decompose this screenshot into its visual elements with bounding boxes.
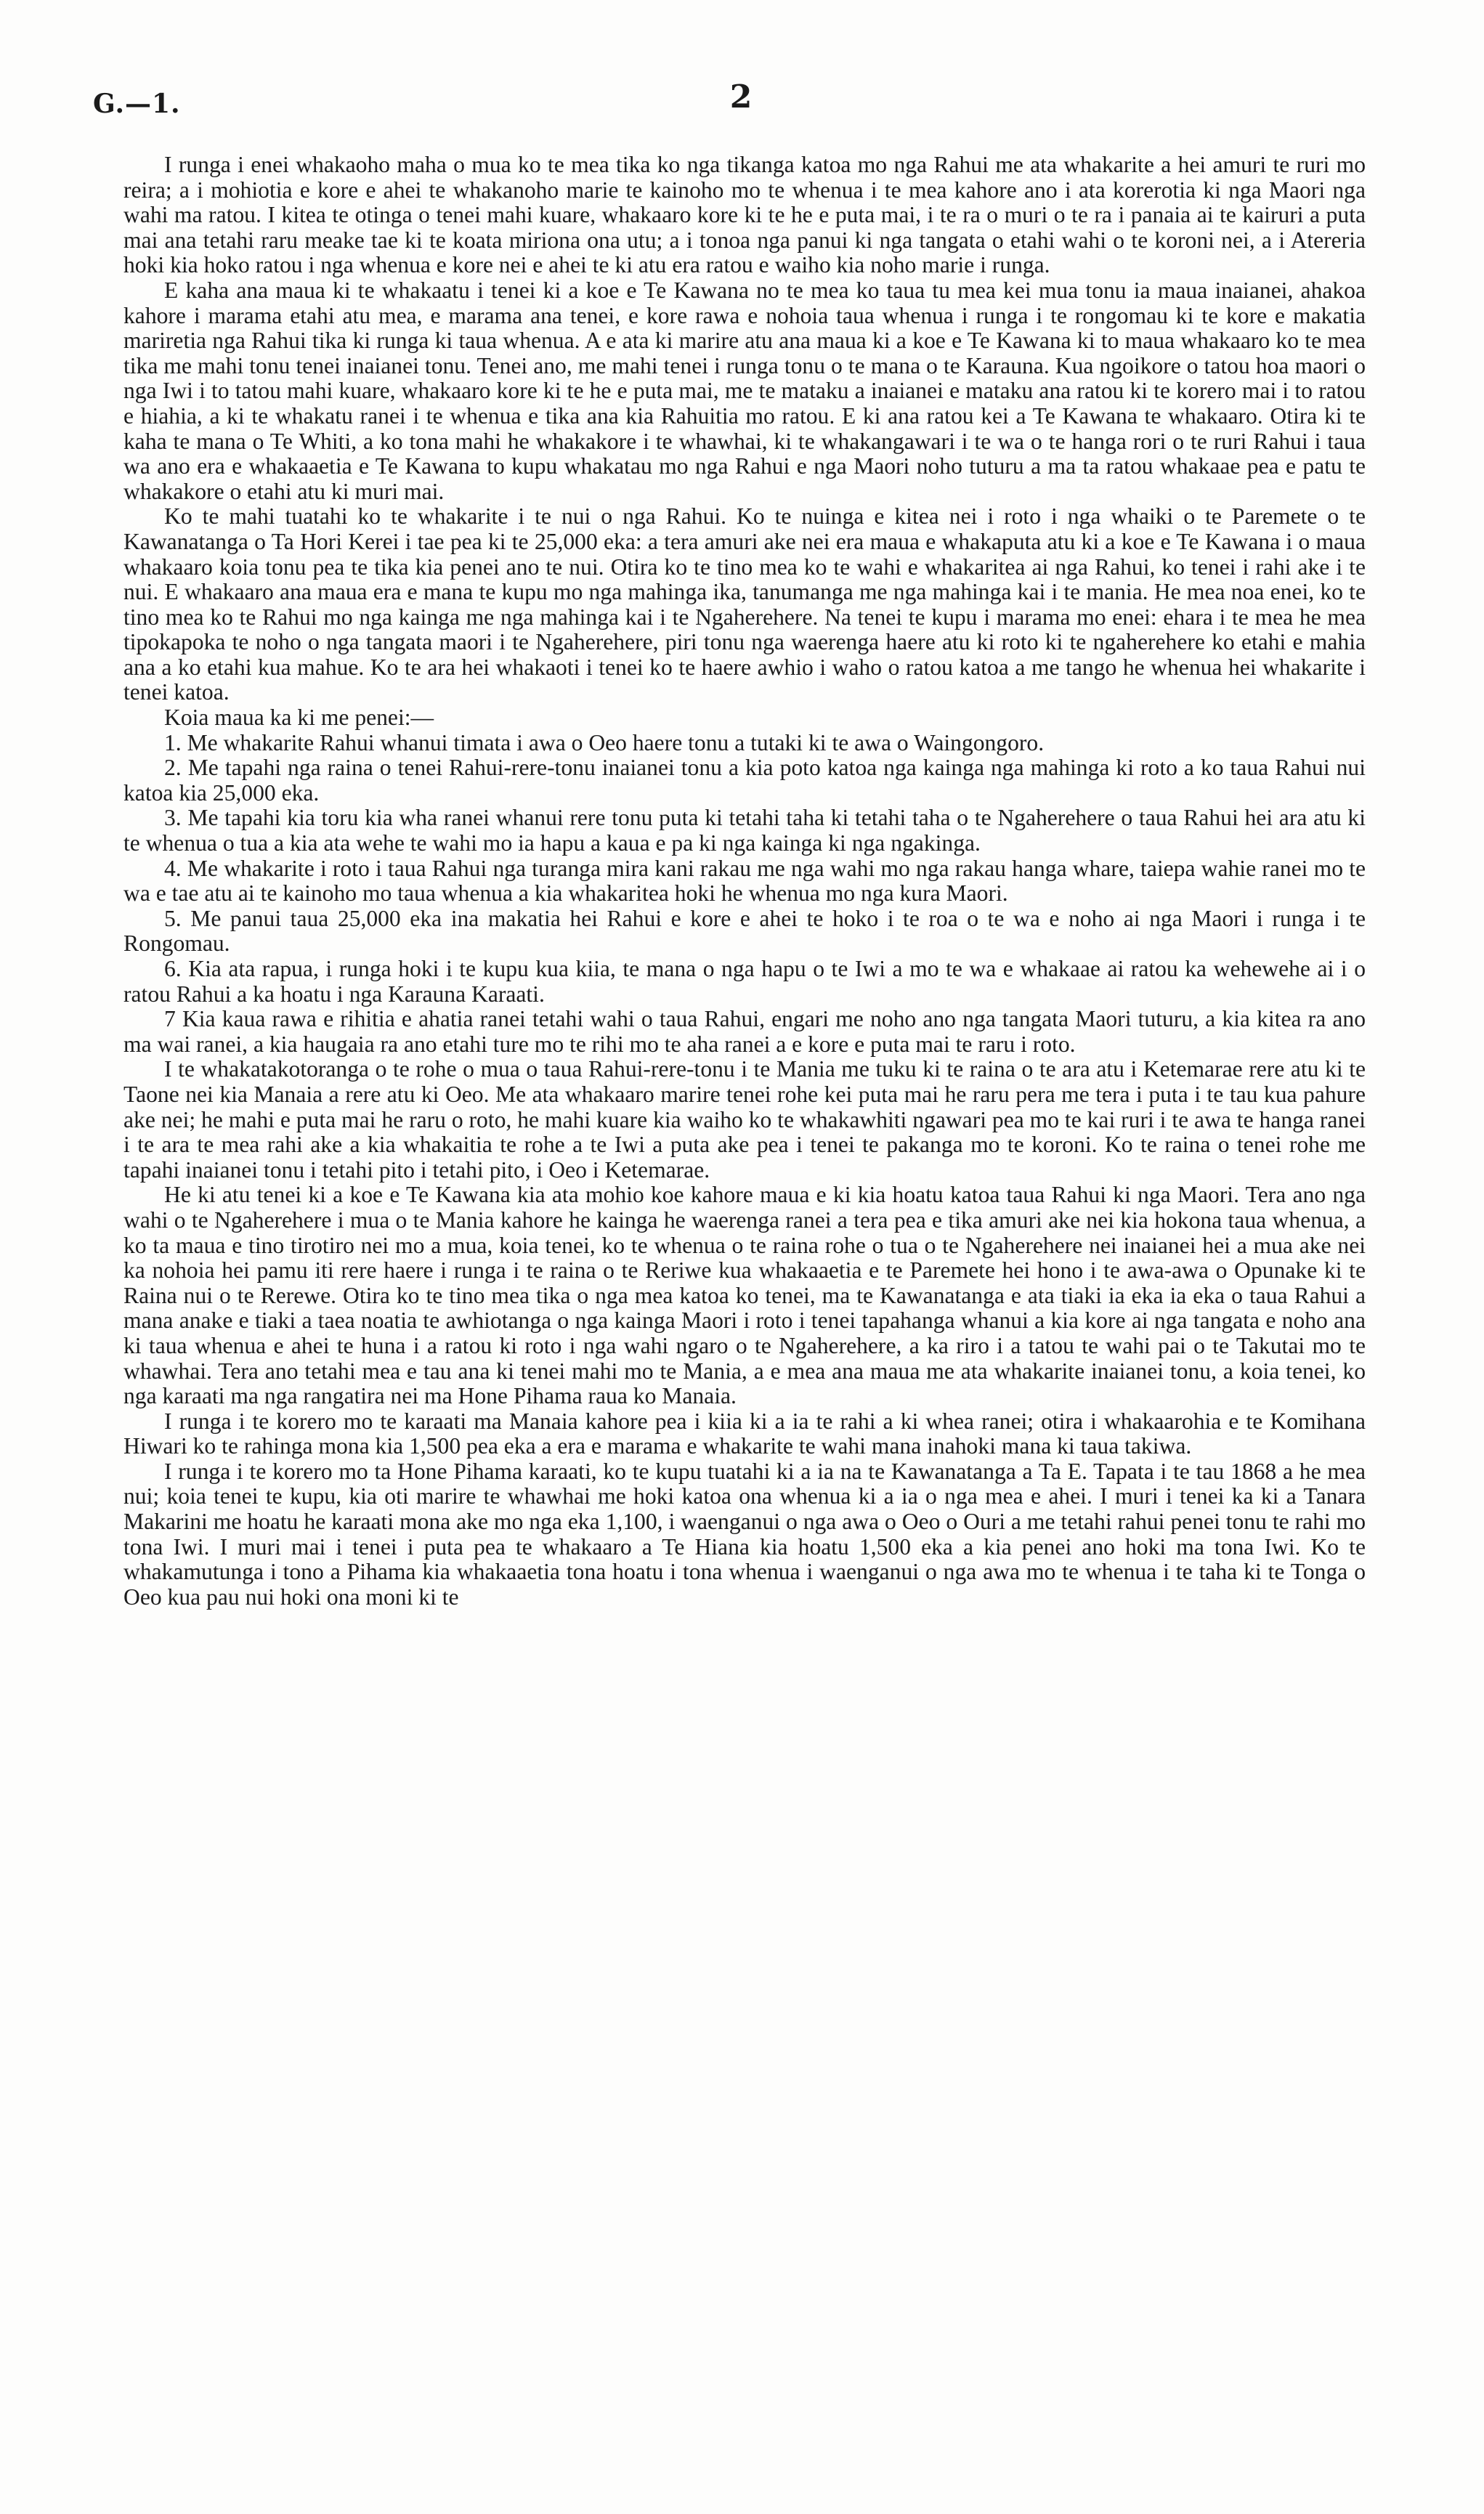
page-number: 2 (729, 78, 753, 115)
paragraph: Koia maua ka ki me penei:— (164, 705, 434, 731)
list-item: 1. Me whakarite Rahui whanui timata i awa o Oeo haere tonu a tutaki ki te awa o Waingongoro. (164, 729, 1045, 755)
list-item: 3. Me tapahi kia toru kia wha ranei whanui rere tonu puta ki tetahi taha ki tetahi taha o te Ngaherehere o taua Rahui hei ara atu ki te whenua o tua a kia ata wehe te wahi mo ia hapu a kaua e pa ki nga kainga ki nga ngakinga. (123, 805, 1366, 856)
paragraph: I runga i te korero mo ta Hone Pihama karaati, ko te kupu tuatahi ki a ia na te Kawanatanga a Ta E. Tapata i te tau 1868 a he mea nui; koia tenei te kupu, kia oti marire te whawhai me hoki katoa ona whenua ki a ia o nga mea e ahei. I muri i tenei ka ki a Tanara Makarini me hoatu he karaati mona ake mo nga eka 1,100, i waenganui o nga awa o Oeo o Ouri a me tetahi rahui penei tonu te rahi mo tona Iwi. I muri mai i tenei i puta pea te whakaaro a Te Hiana kia hoatu 1,500 eka a kia penei ano hoki ma tona Iwi. Ko te whakamutunga i tono a Pihama kia whakaaetia tona hoatu i tona whenua i waenganui o nga awa mo te whenua i te taha ki te Tonga o Oeo kua pau nui hoki ona moni ki te (123, 1458, 1366, 1610)
document-reference: G.—1. (93, 89, 181, 119)
paragraph: I runga i te korero mo te karaati ma Manaia kahore pea i kiia ki a ia te rahi a ki whea ranei; otira i whakaarohia e te Komihana Hiwari ko te rahinga mona kia 1,500 pea eka a era e marama e whakarite te wahi mana inahoki mana ki taua takiwa. (123, 1408, 1366, 1459)
list-item: 7 Kia kaua rawa e rihitia e ahatia ranei tetahi wahi o taua Rahui, engari me noho ano nga tangata Maori tuturu, a kia kitea ra ano ma wai ranei, a kia haugaia ra ano etahi ture mo te rihi mo te aha ranei a e kore e puta mai te raru i roto. (123, 1006, 1366, 1057)
paragraph: E kaha ana maua ki te whakaatu i tenei ki a koe e Te Kawana no te mea ko taua tu mea kei mua tonu ia maua inaianei, ahakoa kahore i marama etahi atu mea, e marama ana tenei, e kore rawa e nohoia taua whenua i runga i te rongomau ki te kore e makatia mariretia nga Rahui tika ki runga ki taua whenua. A e ata ki marire atu ana maua ki a koe e Te Kawana ki to maua whakaaro ko te mea tika me mahi tonu tenei inaianei tonu. Tenei ano, me mahi tenei i runga tonu o te mana o te Karauna. Kua ngoikore o tatou hoa maori o nga Iwi i to tatou mahi kuare, whakaaro kore ki te he e puta mai, me te mataku a inaianei e mataku ana ratou ki te korero mai i to ratou e hiahia, a ki te whakatu ranei i te whenua e tika ana kia Rahuitia mo ratou. E ki ana ratou kei a Te Kawana te whakaaro. Otira ki te kaha te mana o Te Whiti, a ko tona mahi he whakakore i te whawhai, ki te whakangawari i te wa o te hanga rori o te ruri Rahui i taua wa ano era e whakaaetia e Te Kawana to kupu whakatau mo nga Rahui e nga Maori noho tuturu a ma ta ratou whakaae pea e patu te whakakore o etahi atu ki muri mai. (123, 277, 1366, 504)
paragraph: He ki atu tenei ki a koe e Te Kawana kia ata mohio koe kahore maua e ki kia hoatu katoa taua Rahui ki nga Maori. Tera ano nga wahi o te Ngaherehere i mua o te Mania kahore he kainga he waerenga ranei a tera pea e tika amuri ake nei kia hokona taua whenua, a ko ta maua e tino tirotiro nei mo a mua, koia tenei, ko te whenua o te raina rohe o tua o te Ngaherehere nei inaianei hei a mua ake nei ka nohoia hei pamu iti rere haere i runga i te raina o te Reriwe kua whakaaetia e te Paremete hei hono i te awa-awa o Opunake ki te Raina nui o te Rerewe. Otira ko te tino mea tika o nga mea katoa ko tenei, ma te Kawanatanga e ata tiaki ia eka ia eka o taua Rahui a mana anake e tiaki a taea noatia te awhiotanga o nga kainga Maori i roto i tenei tapahanga whanui a kia kore ai nga tangata e noho ana ki taua whenua e ahei te huna i a ratou ki roto i nga wahi ngaro o te Ngaherehere, a ka riro i a tatou te wahi pai o te Takutai mo te whawhai. Tera ano tetahi mea e tau ana ki tenei mahi mo te Mania, a e mea ana maua me ata whakarite inaianei tonu, a koia tenei, ko nga karaati ma nga rangatira nei ma Hone Pihama raua ko Manaia. (123, 1182, 1366, 1409)
paragraph: Ko te mahi tuatahi ko te whakarite i te nui o nga Rahui. Ko te nuinga e kitea nei i roto i nga whaiki o te Paremete o te Kawanatanga o Ta Hori Kerei i tae pea ki te 25,000 eka: a tera amuri ake nei era maua e whakaputa atu ki a koe e Te Kawana i o maua whakaaro koia tonu pea te tika kia penei ano te nui. Otira ko te tino mea ko te wahi e whakaritea ai nga Rahui, ko tenei i rahi ake i te nui. E whakaaro ana maua era e mana te kupu mo nga mahinga ika, tanumanga me nga mahinga kai i te mania. He mea noa enei, ko te tino mea ko te Rahui mo nga kainga me nga mahinga kai i te Ngaherehere. Na tenei te kupu i marama mo enei: ehara i te mea he mea tipokapoka te noho o nga tangata maori i te Ngaherehere, piri tonu nga waerenga haere atu ki roto ki te ngaherehere ko etahi e mahia ana a ko etahi kua mahue. Ko te ara hei whakaoti i tenei ko te haere awhio i waho o ratou katoa a me tango he whenua hei whakarite i tenei katoa. (123, 503, 1366, 705)
body-text (123, 153, 1366, 1610)
list-item: 5. Me panui taua 25,000 eka ina makatia hei Rahui e kore e ahei te hoko i te roa o te wa e noho ai nga Maori i runga i te Rongomau. (123, 905, 1366, 957)
list-item: 6. Kia ata rapua, i runga hoki i te kupu kua kiia, te mana o nga hapu o te Iwi a mo te wa e whakaae ai ratou ka wehewehe ai i o ratou Rahui a ka hoatu i nga Karauna Karaati. (123, 956, 1366, 1007)
list-item: 4. Me whakarite i roto i taua Rahui nga turanga mira kani rakau me nga wahi mo nga rakau hanga whare, taiepa wahie ranei mo te wa e tae atu ai te kainoho mo taua whenua a kia whakaritea hoki he whenua mo nga kura Maori. (123, 855, 1366, 907)
paragraph: I runga i enei whakaoho maha o mua ko te mea tika ko nga tikanga katoa mo nga Rahui me ata whakarite a hei amuri te ruri mo reira; a i mohiotia e kore e ahei te whakanoho marie te kainoho mo te whenua i te mea kahore ano i ata korerotia ki nga Maori nga wahi ma ratou. I kitea te otinga o tenei mahi kuare, whakaaro kore ki te he e puta mai, i te ra o muri o te ra i panaia ai te kairuri a puta mai ana tetahi raru meake tae ki te koata miriona ona utu; a i tonoa nga panui ki nga tangata o etahi wahi o te koroni nei, a i Atereria hoki kia hoko ratou i nga whenua e kore nei e ahei te ki atu era ratou e waiho kia noho marie i runga. (123, 152, 1366, 278)
paragraph: I te whakatakotoranga o te rohe o mua o taua Rahui-rere-tonu i te Mania me tuku ki te raina o te ara atu i Ketemarae rere atu ki te Taone nei kia Manaia a rere atu ki Oeo. Me ata whakaaro marire tenei rohe kei puta mai he raru pera me tera i puta i te tau kua pahure ake nei; he mahi e puta mai he raru o roto, he mahi kuare kia waiho ko te whakawhiti ngawari pea mo te kai ruri i te awa te hanga ranei i te ara te mea rahi ake a kia whakaitia te rohe a te Iwi a puta ake pea i tenei te pakanga mo te koroni. Ko te raina o tenei rohe me tapahi inaianei tonu i tetahi pito i tetahi pito, i Oeo i Ketemarae. (123, 1056, 1366, 1183)
page-header (0, 73, 1484, 131)
list-item: 2. Me tapahi nga raina o tenei Rahui-rere-tonu inaianei tonu a kia poto katoa nga kainga nga mahinga ki roto a ko taua Rahui nui katoa kia 25,000 eka. (123, 755, 1366, 806)
